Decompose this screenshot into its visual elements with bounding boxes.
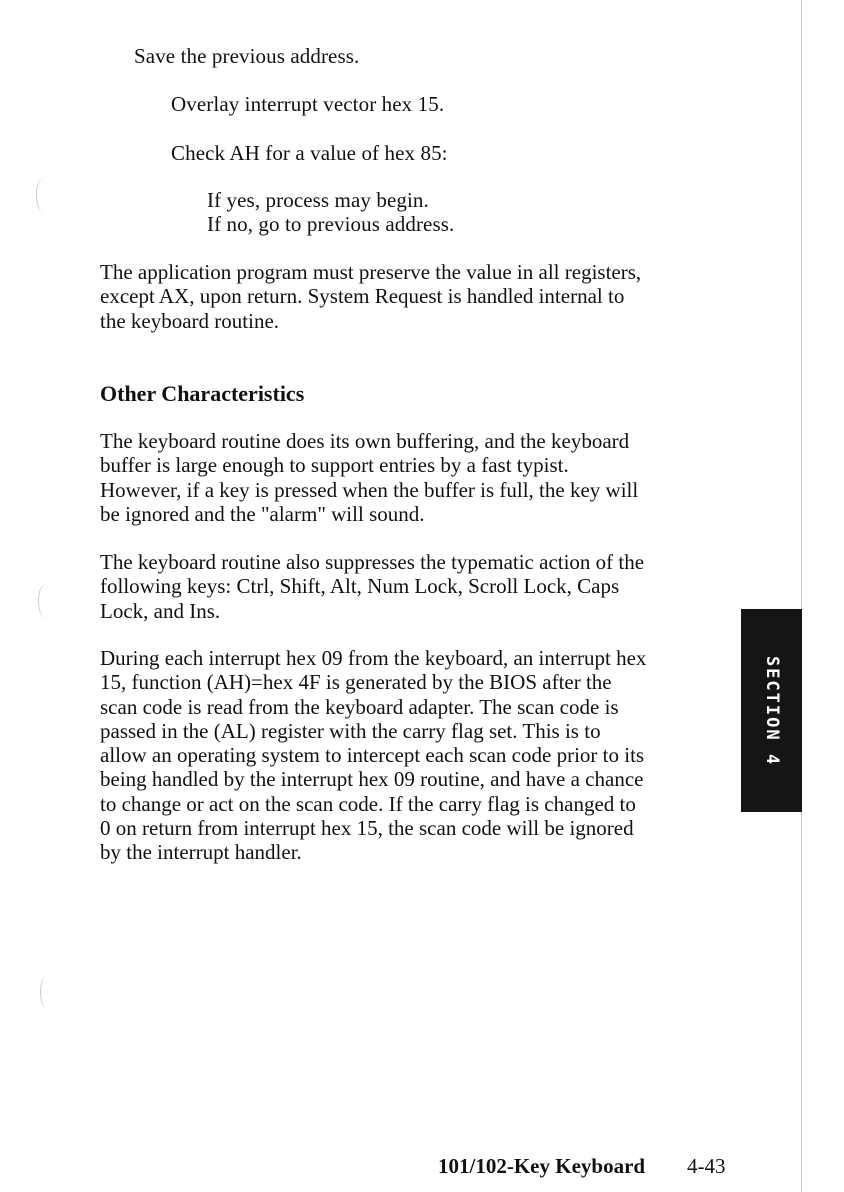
paragraph-line: be ignored and the "alarm" will sound. — [100, 501, 425, 526]
step-check-ah: Check AH for a value of hex 85: — [171, 141, 448, 165]
page-edge — [801, 0, 802, 1192]
section-heading: Other Characteristics — [100, 381, 305, 406]
paragraph-line: The keyboard routine does its own buffering, and the keyboard — [100, 429, 630, 453]
paragraph-line: The keyboard routine also suppresses the typematic action of the — [100, 550, 645, 574]
paragraph-line: by the interrupt handler. — [100, 840, 302, 865]
paragraph-line: 15, function (AH)=hex 4F is generated by the BIOS after the — [100, 670, 612, 695]
paragraph-line: being handled by the interrupt hex 09 routine, and have a chance — [100, 767, 644, 792]
paragraph-line: Lock, and Ins. — [100, 598, 221, 623]
paragraph-line: except AX, upon return. System Request is handled internal to — [100, 284, 625, 309]
paragraph-interrupt-hex-09 — [100, 646, 740, 865]
paragraph-line: passed in the (AL) register with the carry flag set. This is to — [100, 718, 601, 743]
paragraph-line: 0 on return from interrupt hex 15, the scan code will be ignored — [100, 816, 634, 841]
paragraph-line: to change or act on the scan code. If the carry flag is changed to — [100, 791, 636, 816]
paragraph-line: the keyboard routine. — [100, 308, 280, 333]
paragraph-line: scan code is read from the keyboard adapter. The scan code is — [100, 694, 619, 719]
paragraph-line: However, if a key is pressed when the buffer is full, the key will — [100, 477, 639, 502]
footer-page-number: 4-43 — [687, 1154, 726, 1178]
paragraph-line: following keys: Ctrl, Shift, Alt, Num Lock, Scroll Lock, Caps — [100, 574, 620, 599]
step-save-address: Save the previous address. — [134, 44, 360, 68]
paragraph-preserve-registers — [100, 260, 740, 333]
section-tab-label: SECTION 4 — [761, 655, 782, 766]
paragraph-line: During each interrupt hex 09 from the keyboard, an interrupt hex — [100, 646, 647, 670]
paragraph-line: allow an operating system to intercept each scan code prior to its — [100, 743, 645, 768]
paragraph-line: buffer is large enough to support entries by a fast typist. — [100, 453, 569, 478]
binder-hole-mark — [38, 584, 53, 618]
paragraph-typematic — [100, 550, 740, 623]
section-tab — [741, 609, 802, 812]
step-overlay-vector: Overlay interrupt vector hex 15. — [171, 92, 445, 116]
paragraph-line: The application program must preserve the value in all registers, — [100, 260, 642, 284]
step-if-no: If no, go to previous address. — [207, 212, 455, 236]
step-if-yes: If yes, process may begin. — [207, 188, 429, 212]
binder-hole-mark — [36, 178, 51, 212]
paragraph-buffering — [100, 429, 740, 526]
binder-hole-mark — [40, 975, 55, 1009]
footer-title: 101/102-Key Keyboard — [438, 1154, 646, 1178]
